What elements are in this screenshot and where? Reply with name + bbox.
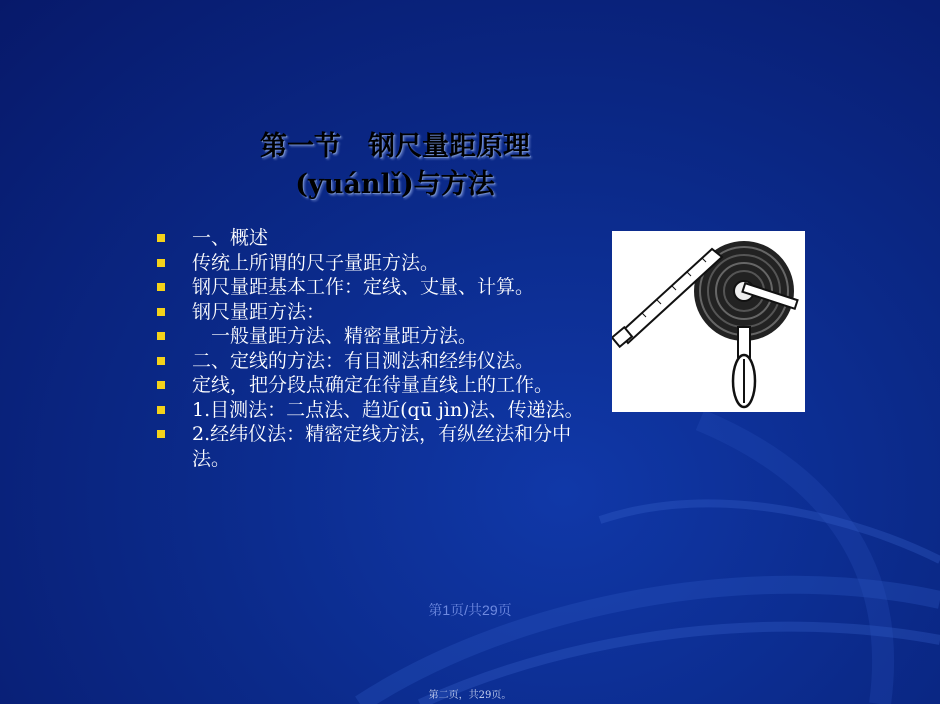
list-item: 钢尺量距方法：: [155, 300, 615, 325]
bullet-square-icon: [157, 259, 165, 267]
bullet-square-icon: [157, 406, 165, 414]
list-item: 1.目测法：二点法、趋近(qū jìn)法、传递法。: [155, 398, 615, 423]
title-line-1: 第一节 钢尺量距原理: [260, 131, 530, 162]
list-item: 钢尺量距基本工作：定线、丈量、计算。: [155, 275, 615, 300]
bullet-square-icon: [157, 283, 165, 291]
slide-title: [150, 128, 640, 204]
title-line-2: (yuánlǐ)与方法: [295, 169, 495, 200]
bullet-square-icon: [157, 430, 165, 438]
bullet-square-icon: [157, 308, 165, 316]
bullet-square-icon: [157, 332, 165, 340]
bullet-list: [155, 226, 615, 471]
bullet-square-icon: [157, 234, 165, 242]
bullet-square-icon: [157, 357, 165, 365]
list-item: 一般量距方法、精密量距方法。: [155, 324, 615, 349]
page-footer: 第二页，共29页。: [428, 690, 512, 701]
steel-tape-measure-icon: [612, 231, 805, 412]
steel-tape-measure-image: [612, 231, 805, 412]
list-item: 二、定线的方法：有目测法和经纬仪法。: [155, 349, 615, 374]
list-item: 一、概述: [155, 226, 615, 251]
page-indicator: 第1页/共29页: [428, 602, 512, 618]
list-item: 2.经纬仪法：精密定线方法，有纵丝法和分中法。: [155, 422, 615, 471]
list-item: 定线，把分段点确定在待量直线上的工作。: [155, 373, 615, 398]
bullet-square-icon: [157, 381, 165, 389]
list-item: 传统上所谓的尺子量距方法。: [155, 251, 615, 276]
